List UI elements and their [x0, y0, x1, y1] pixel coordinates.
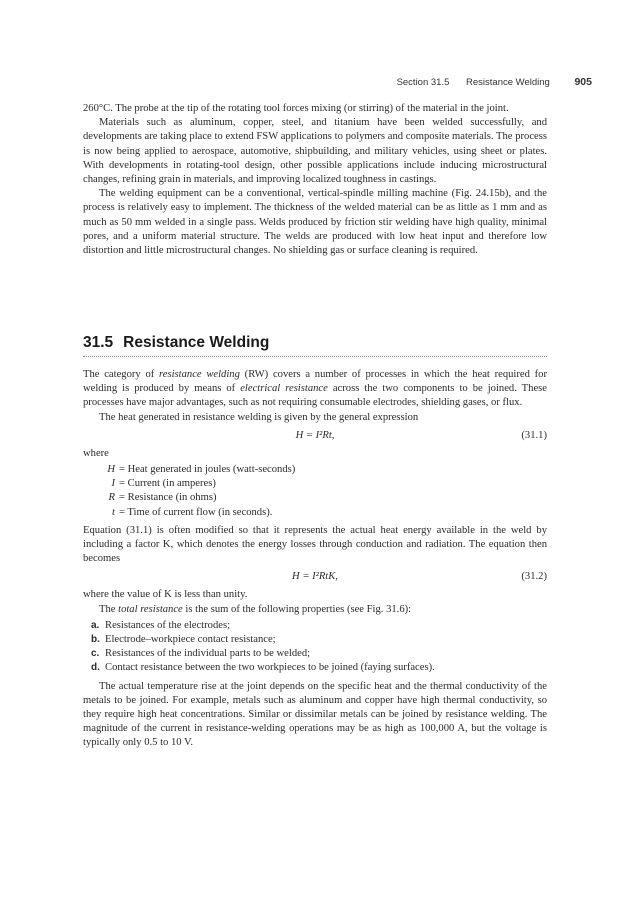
variable-row: H = Heat generated in joules (watt-seconds) [107, 464, 296, 476]
section-heading [83, 334, 547, 357]
total-resistance-paragraph: The total resistance is the sum of the following properties (see Fig. 31.6): [99, 603, 412, 615]
equation-31-2 [83, 570, 547, 586]
header-title: Resistance Welding [466, 77, 550, 88]
resistance-welding-body [83, 368, 547, 751]
paragraph: The welding equipment can be a conventional, vertical-spindle milling machine (Fig. 24.15b), and the process is relatively easy to implement. The thickness of the welded material can be as little as 1 mm and as much as 50 mm welded in a single pass. Welds produced by friction stir welding have high quality, minimal pores, and a uniform material structure. The welds are produced with low heat input and therefore low distortion and little microstructural changes. No shielding gas or surface cleaning is required. [83, 188, 547, 257]
term-electrical-resistance: electrical resistance [240, 383, 328, 395]
list-item: c. Resistances of the individual parts to be welded; [91, 648, 311, 660]
intro-paragraph: The category of resistance welding (RW) covers a number of processes in which the heat required for welding is produced by means of electrical resistance across the two components to be joined. These processes have major advantages, such as not requiring consumable electrodes, shielding gases, or flux. [83, 369, 547, 409]
paragraph: where the value of K is less than unity. [83, 589, 248, 601]
section-title: Resistance Welding [123, 334, 270, 351]
variable-row: t = Time of current flow (in seconds). [112, 506, 273, 518]
equation-number: (31.1) [521, 429, 547, 441]
variable-definitions [105, 463, 547, 520]
resistance-list [91, 619, 547, 676]
list-item: b. Electrode–workpiece contact resistance; [91, 634, 276, 646]
fsw-continuation [83, 102, 547, 258]
variable-row: I = Current (in amperes) [111, 478, 216, 490]
paragraph: The actual temperature rise at the joint depends on the specific heat and the thermal conductivity of the metals to be joined. For example, metals such as aluminum and copper have high thermal conductivity, so they require high heat concentrations. Similar or dissimilar metals can be joined by resistance welding. The magnitude of the current in resistance-welding operations may be as high as 100,000 A, but the voltage is typically only 0.5 to 10 V. [83, 680, 547, 749]
paragraph: Equation (31.1) is often modified so that it represents the actual heat energy available in the weld by including a factor K, which denotes the energy losses through conduction and radiation. The equation then becomes [83, 524, 547, 565]
term-total-resistance: total resistance [118, 603, 183, 615]
term-resistance-welding: resistance welding [159, 369, 240, 380]
page-number: 905 [574, 76, 592, 88]
equation-number: (31.2) [521, 571, 547, 583]
list-item: d. Contact resistance between the two workpieces to be joined (faying surfaces). [91, 662, 435, 674]
running-header [397, 76, 592, 88]
paragraph: 260°C. The probe at the tip of the rotating tool forces mixing (or stirring) of the material in the joint. [83, 103, 509, 114]
variable-row: R = Resistance (in ohms) [108, 492, 217, 504]
header-section: Section 31.5 [396, 77, 450, 88]
where-label: where [83, 447, 109, 459]
paragraph: The heat generated in resistance welding is given by the general expression [99, 411, 419, 423]
list-item: a. Resistances of the electrodes; [91, 619, 231, 631]
equation-31-1 [83, 429, 547, 445]
paragraph: Materials such as aluminum, copper, steel, and titanium have been welded successfully, and developments are taking place to extend FSW applications to polymers and composite materials. The process is now being applied to aerospace, automotive, shipbuilding, and military vehicles, using sheet or plates. With developments in rotating-tool design, other possible applications include inducing microstructural changes, refining grain in materials, and improving localized toughness in castings. [83, 117, 547, 186]
equation-expression: H = I²Rt, [295, 429, 335, 441]
section-number: 31.5 [83, 334, 114, 351]
equation-expression: H = I²RtK, [292, 571, 338, 583]
